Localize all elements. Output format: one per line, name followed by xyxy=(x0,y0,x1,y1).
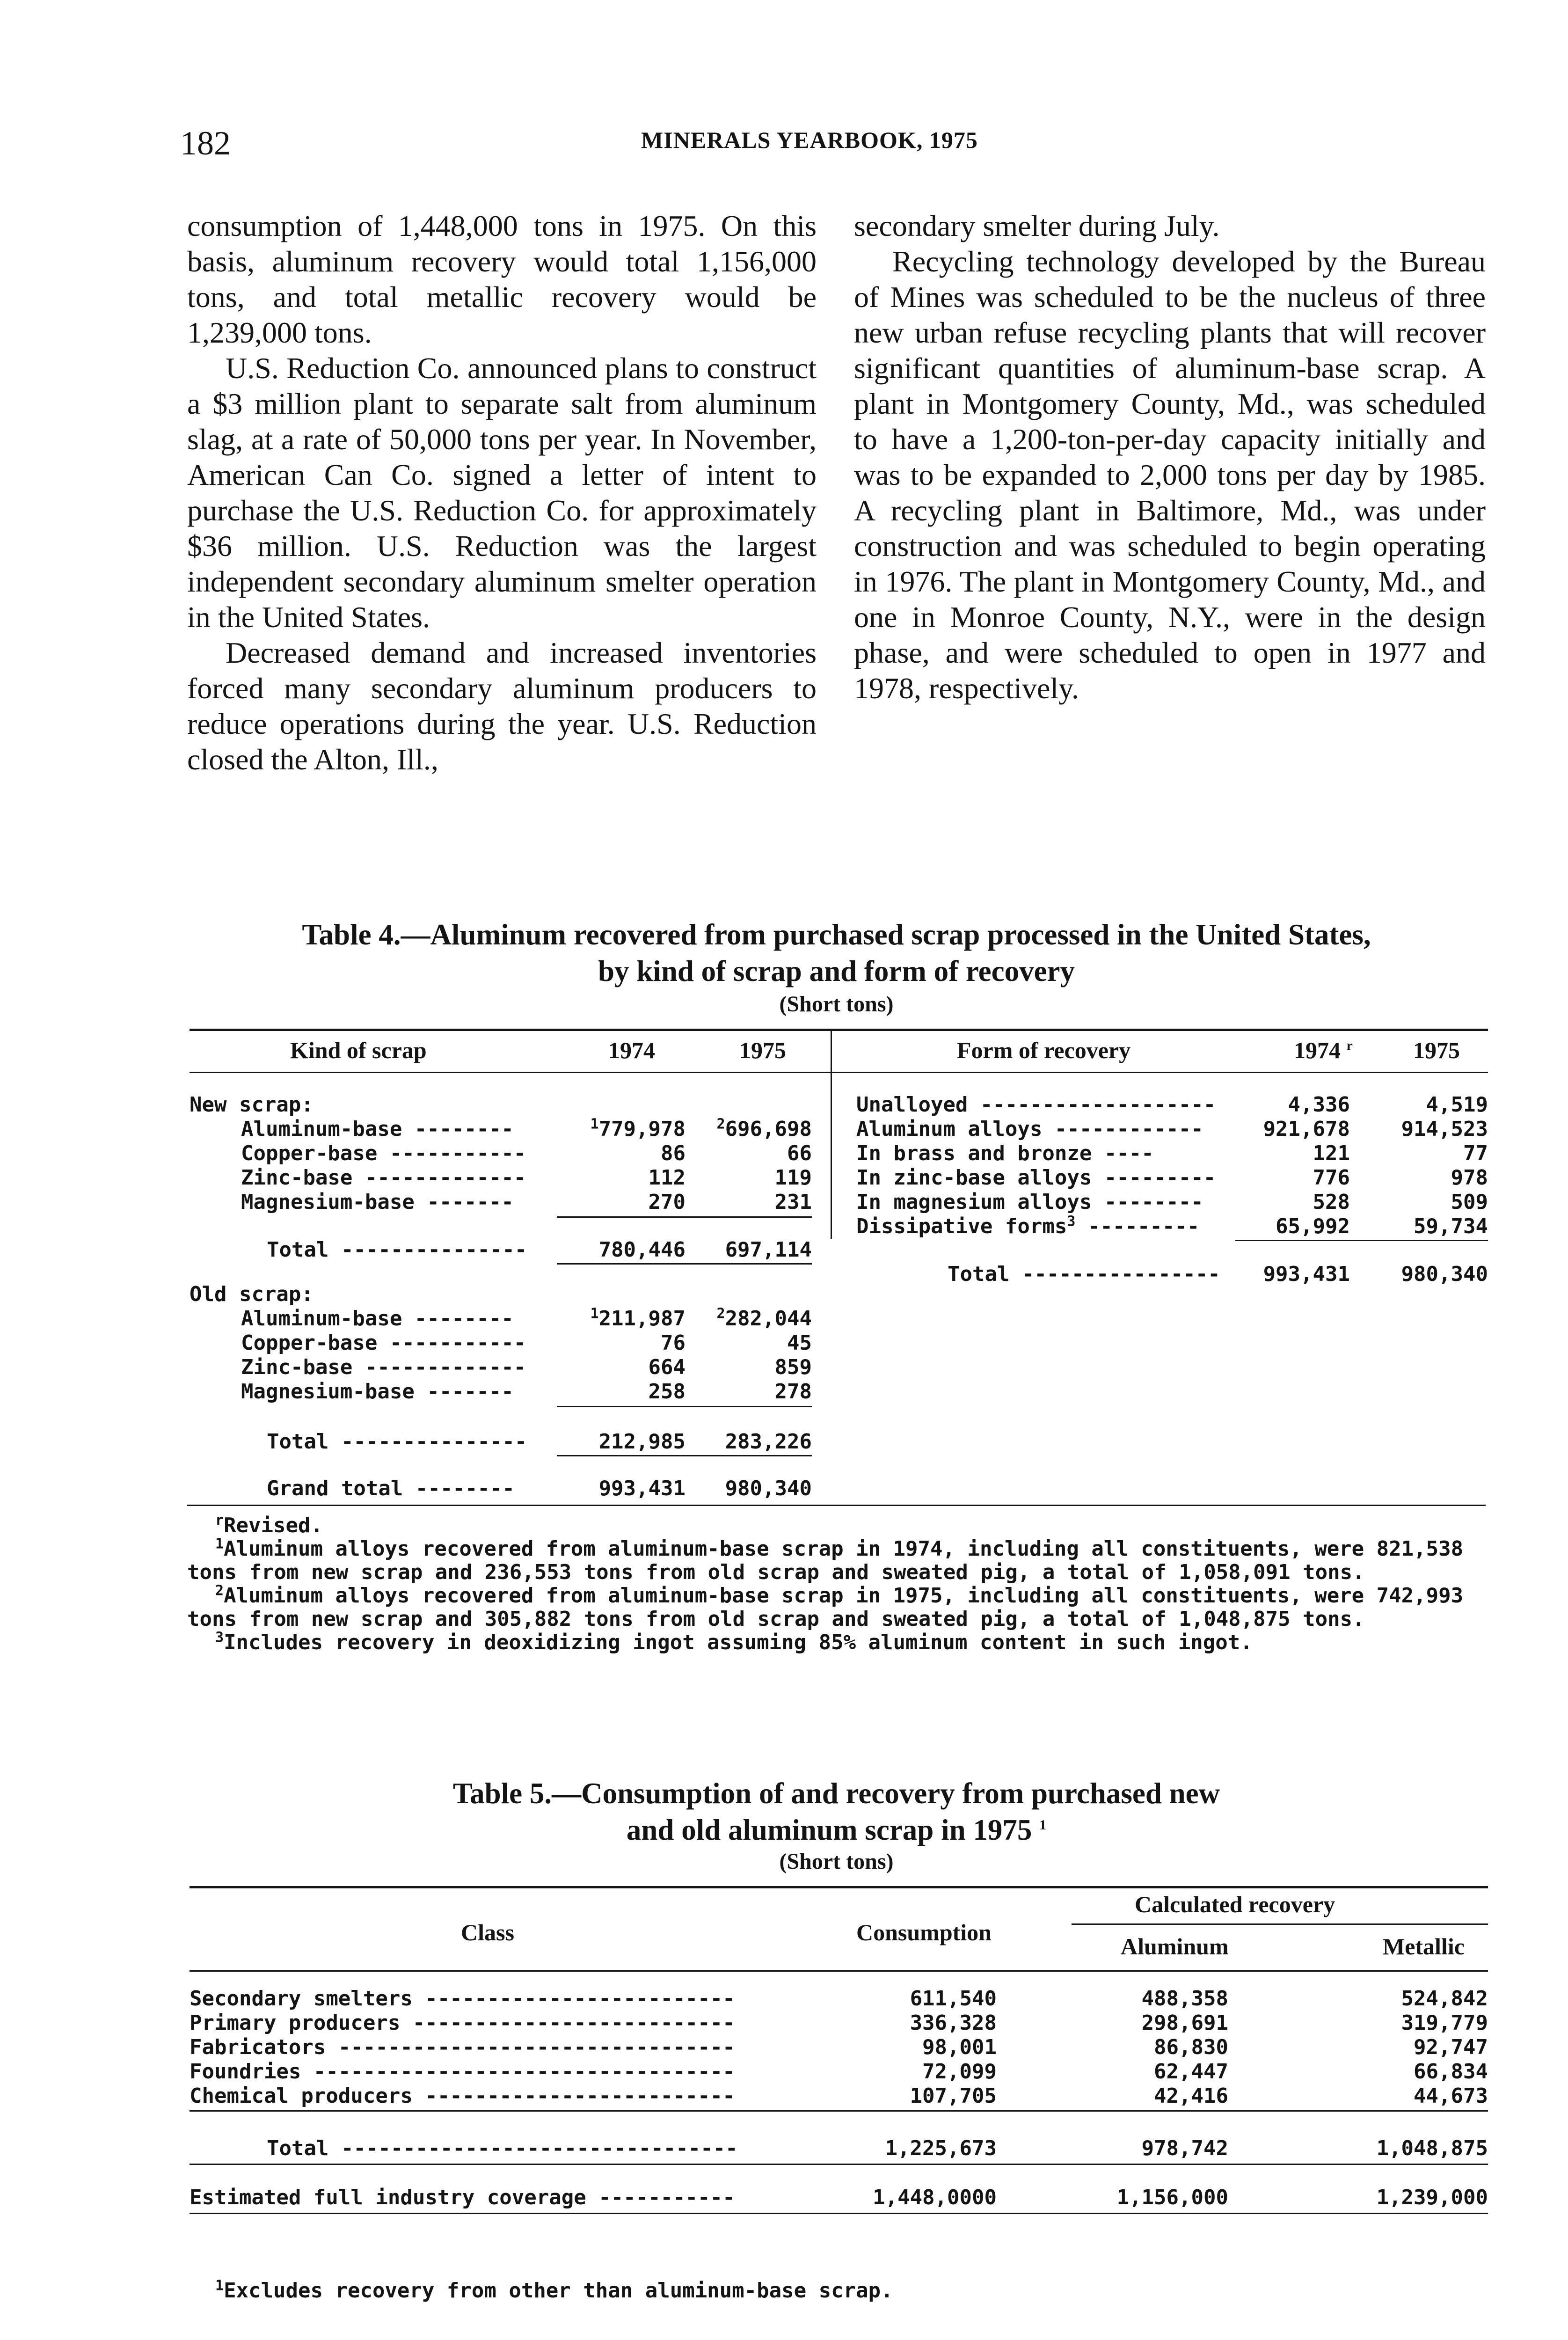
value-1975: 978 xyxy=(1451,1166,1488,1190)
table5-header-aluminum: Aluminum xyxy=(1121,1933,1229,1960)
value-1975: 914,523 xyxy=(1401,1117,1488,1141)
leader-dots: ------------------------- xyxy=(425,2084,735,2108)
leader-dots: ------------------- xyxy=(980,1093,1216,1117)
total-rule xyxy=(190,2164,1488,2165)
value-text: 76 xyxy=(661,1331,686,1355)
metallic-value: 319,779 xyxy=(1401,2011,1488,2035)
row-label xyxy=(190,2084,735,2108)
footnote-text: Includes recovery in deoxidizing ingot assuming 85% aluminum content in such ingot. xyxy=(224,1631,1253,1654)
value-text: 119 xyxy=(774,1166,812,1190)
value-1975 xyxy=(690,1307,812,1331)
value-1975: 509 xyxy=(1451,1190,1488,1214)
metallic-value: 66,834 xyxy=(1414,2060,1488,2084)
footnote-mark: 1 xyxy=(590,1305,599,1322)
value-1974 xyxy=(564,1355,686,1380)
value-1974: 65,992 xyxy=(1276,1214,1350,1238)
leader-dots: ------------- xyxy=(365,1355,526,1379)
footnote-mark: 3 xyxy=(215,1629,224,1646)
row-label-text: Total xyxy=(948,1262,1010,1286)
value-1974 xyxy=(564,1307,686,1331)
consumption-value: 98,001 xyxy=(922,2035,997,2059)
row-label-text: Secondary smelters xyxy=(190,1987,413,2011)
value-1975 xyxy=(690,1331,812,1355)
row-label-text: Copper-base xyxy=(241,1331,378,1355)
footnote xyxy=(187,1631,1486,1654)
value-text: 112 xyxy=(648,1166,686,1190)
row-label-text: In zinc-base alloys xyxy=(856,1166,1092,1190)
row-label xyxy=(267,1238,527,1262)
value-text: 283,226 xyxy=(725,1430,812,1454)
value-1975: 4,519 xyxy=(1426,1093,1488,1117)
footnote-text: Excludes recovery from other than aluminum-base scrap. xyxy=(224,2279,893,2303)
metallic-value: 92,747 xyxy=(1414,2035,1488,2059)
consumption-value: 1,225,673 xyxy=(885,2136,997,2160)
aluminum-value: 42,416 xyxy=(1154,2084,1228,2108)
value-1975 xyxy=(690,1477,812,1501)
value-text: 779,978 xyxy=(598,1117,686,1141)
row-label xyxy=(190,2035,735,2060)
group-label-new-scrap: New scrap: xyxy=(190,1093,314,1117)
row-label xyxy=(241,1166,526,1190)
value-text: 696,698 xyxy=(725,1117,812,1141)
value-1975 xyxy=(690,1238,812,1262)
value-text: 212,985 xyxy=(598,1430,686,1454)
consumption-value: 336,328 xyxy=(910,2011,997,2035)
revised-mark: r xyxy=(1346,1038,1353,1053)
row-label xyxy=(856,1117,1203,1141)
table5-units: (Short tons) xyxy=(779,1849,894,1874)
value-1975 xyxy=(690,1355,812,1380)
leader-dots: ------------ xyxy=(1054,1117,1203,1141)
row-label-text: Magnesium-base xyxy=(241,1190,415,1214)
row-label xyxy=(948,1262,1220,1287)
row-label-text: In magnesium alloys xyxy=(856,1190,1092,1214)
metallic-value: 1,048,875 xyxy=(1376,2136,1488,2160)
subtotal-rule xyxy=(1235,1240,1488,1241)
value-text: 278 xyxy=(774,1380,812,1404)
table4-bottom-rule xyxy=(187,1505,1486,1506)
row-label xyxy=(190,1987,735,2011)
footnote xyxy=(187,2279,1486,2303)
header-year: 1974 xyxy=(1294,1037,1341,1063)
row-label-text: Aluminum alloys xyxy=(856,1117,1043,1141)
table4-top-rule xyxy=(190,1029,1488,1031)
row-label-text: Grand total xyxy=(267,1477,403,1500)
table4-header-form: Form of recovery xyxy=(957,1037,1131,1063)
value-text: 66 xyxy=(787,1141,812,1165)
table4-footnotes xyxy=(187,1514,1486,1654)
title-text: and old aluminum scrap in 1975 xyxy=(626,1814,1032,1846)
footnote-mark: 1 xyxy=(1039,1817,1047,1833)
paragraph: Recycling technology developed by the Bureau of Mines was scheduled to be the nucleus of three new urban refuse recycling plants that will recover significant quantities of aluminum-base scrap. A plant in Montgomery County, Md., was scheduled to have a 1,200-ton-per-day capacity initially and was to be expanded to 2,000 tons per day by 1985. A recycling plant in Baltimore, Md., was under construction and was scheduled to begin operating in 1976. The plant in Montgomery County, Md., and one in Monroe County, N.Y., were in the design phase, and were scheduled to open in 1977 and 1978, respectively. xyxy=(854,245,1486,705)
bottom-rule xyxy=(190,2213,1488,2214)
row-label xyxy=(856,1093,1216,1117)
aluminum-value: 488,358 xyxy=(1141,1987,1228,2011)
value-1974 xyxy=(564,1238,686,1262)
row-label xyxy=(267,1477,515,1501)
group-label-old-scrap: Old scrap: xyxy=(190,1282,314,1306)
footnote xyxy=(187,1537,1486,1584)
table5-header-rule xyxy=(190,1970,1488,1972)
table5-header-metallic: Metallic xyxy=(1383,1933,1465,1960)
footnote xyxy=(187,1584,1486,1631)
row-label xyxy=(241,1331,526,1355)
row-label xyxy=(241,1307,514,1331)
table5-title-line1: Table 5.—Consumption of and recovery from purchased new xyxy=(452,1777,1220,1810)
table4-units: (Short tons) xyxy=(779,992,894,1016)
leader-dots: -------- xyxy=(414,1307,514,1331)
leader-dots: -------------------------------- xyxy=(338,2035,735,2059)
row-label-text: In brass and bronze xyxy=(856,1141,1092,1165)
leader-dots: -------------------------------- xyxy=(341,2136,738,2160)
leader-dots: -------- xyxy=(414,1117,514,1141)
footnote-mark: 2 xyxy=(215,1582,224,1599)
row-label-text: Primary producers xyxy=(190,2011,401,2035)
value-1974: 993,431 xyxy=(1263,1262,1350,1286)
table4-title-line1: Table 4.—Aluminum recovered from purchased scrap processed in the United States, xyxy=(302,918,1371,951)
value-1974 xyxy=(564,1430,686,1454)
paragraph: Decreased demand and increased inventories forced many secondary aluminum producers to reduce operations during the year. U.S. Reduction closed the Alton, Ill., xyxy=(187,636,817,776)
consumption-value: 107,705 xyxy=(910,2084,997,2108)
value-1975 xyxy=(690,1117,812,1141)
value-1974 xyxy=(564,1380,686,1404)
consumption-value: 1,448,0000 xyxy=(873,2186,997,2209)
page-number: 182 xyxy=(180,124,231,162)
paragraph: consumption of 1,448,000 tons in 1975. On this basis, aluminum recovery would total 1,156,000 tons, and total metallic recovery would be 1,239,000 tons. xyxy=(187,209,817,349)
row-label xyxy=(190,2011,735,2035)
value-1974 xyxy=(564,1477,686,1501)
value-1974: 528 xyxy=(1313,1190,1350,1214)
value-1975 xyxy=(690,1380,812,1404)
footnote-mark: 3 xyxy=(1067,1213,1076,1230)
subtotal-rule xyxy=(557,1263,812,1265)
leader-dots: --------------- xyxy=(341,1238,527,1262)
value-1974 xyxy=(564,1331,686,1355)
paragraph: secondary smelter during July. xyxy=(854,209,1220,242)
leader-dots: ---------------------------------- xyxy=(313,2060,735,2084)
table4-header-1974: 1974 xyxy=(608,1037,655,1063)
leader-dots: ----------- xyxy=(389,1331,526,1355)
table5-top-rule xyxy=(190,1886,1488,1888)
leader-dots: ----------- xyxy=(598,2186,735,2209)
metallic-value: 524,842 xyxy=(1401,1987,1488,2011)
table5-title-line2 xyxy=(187,1813,1486,1848)
row-label-text: Aluminum-base xyxy=(241,1117,402,1141)
footnote-text: Aluminum alloys recovered from aluminum-base scrap in 1975, including all constituents, were 742,993 tons from new scrap and 305,882 tons from old scrap and sweated pig, a total of 1,048,875 tons. xyxy=(187,1584,1464,1631)
row-label-text: Total xyxy=(267,1238,329,1262)
table4-header-right-1974 xyxy=(1294,1037,1353,1064)
row-label-text: Foundries xyxy=(190,2060,301,2084)
leader-dots: ---------------- xyxy=(1021,1262,1220,1286)
footnote-mark: 1 xyxy=(215,1536,224,1552)
metallic-value: 1,239,000 xyxy=(1376,2186,1488,2209)
value-1975 xyxy=(690,1141,812,1166)
table5-header-class: Class xyxy=(461,1919,514,1945)
subtotal-rule xyxy=(557,1216,812,1218)
row-label xyxy=(856,1141,1154,1166)
row-label xyxy=(190,2186,735,2210)
value-text: 780,446 xyxy=(598,1238,686,1262)
value-1974 xyxy=(564,1190,686,1214)
value-1974: 776 xyxy=(1313,1166,1350,1190)
row-label xyxy=(267,2136,738,2161)
value-text: 664 xyxy=(648,1355,686,1379)
subtotal-rule xyxy=(557,1455,812,1456)
row-label xyxy=(241,1141,526,1166)
row-label-text: Fabricators xyxy=(190,2035,326,2059)
row-label-text: Estimated full industry coverage xyxy=(190,2186,586,2209)
row-label xyxy=(267,1430,527,1454)
value-1974: 4,336 xyxy=(1288,1093,1350,1117)
aluminum-value: 62,447 xyxy=(1154,2060,1228,2084)
paragraph: U.S. Reduction Co. announced plans to construct a $3 million plant to separate salt from aluminum slag, at a rate of 50,000 tons per year. In November, American Can Co. signed a letter of intent to purchase the U.S. Reduction Co. for approximately $36 million. U.S. Reduction was the largest independent secondary aluminum smelter operation in the United States. xyxy=(187,351,817,634)
row-label-text: Magnesium-base xyxy=(241,1380,415,1404)
leader-dots: --------- xyxy=(1087,1214,1200,1238)
footnote-text: Aluminum alloys recovered from aluminum-base scrap in 1974, including all constituents, were 821,538 tons from new scrap and 236,553 tons from old scrap and sweated pig, a total of 1,058,091 tons. xyxy=(187,1537,1464,1584)
value-1974: 921,678 xyxy=(1263,1117,1350,1141)
value-text: 211,987 xyxy=(598,1307,686,1331)
leader-dots: ------- xyxy=(427,1190,514,1214)
running-title: MINERALS YEARBOOK, 1975 xyxy=(641,127,978,153)
value-text: 258 xyxy=(648,1380,686,1404)
leader-dots: ------------- xyxy=(365,1166,526,1190)
row-label xyxy=(241,1190,514,1214)
table4-header-1975: 1975 xyxy=(739,1037,786,1063)
footnote-mark: r xyxy=(215,1512,224,1529)
table4-header-right-1975: 1975 xyxy=(1413,1037,1460,1063)
table5-header-calculated: Calculated recovery xyxy=(1135,1891,1335,1917)
value-1975 xyxy=(690,1190,812,1214)
value-text: 993,431 xyxy=(598,1477,686,1500)
body-right-column xyxy=(854,208,1486,706)
table5-calc-rule xyxy=(1072,1923,1488,1925)
metallic-value: 44,673 xyxy=(1414,2084,1488,2108)
consumption-value: 72,099 xyxy=(922,2060,997,2084)
body-left-column xyxy=(187,208,817,777)
row-label-text: Zinc-base xyxy=(241,1355,353,1379)
row-label-text: Copper-base xyxy=(241,1141,378,1165)
row-label-text: Dissipative forms xyxy=(856,1214,1067,1238)
consumption-value: 611,540 xyxy=(910,1987,997,2011)
footnote-text: Revised. xyxy=(224,1514,323,1537)
value-1974 xyxy=(564,1117,686,1141)
leader-dots: -------- xyxy=(1104,1190,1203,1214)
leader-dots: ---- xyxy=(1104,1141,1154,1165)
value-1974: 121 xyxy=(1313,1141,1350,1165)
row-label xyxy=(856,1214,1199,1239)
leader-dots: ------- xyxy=(427,1380,514,1404)
value-text: 231 xyxy=(774,1190,812,1214)
footnote-mark: 2 xyxy=(716,1116,725,1133)
row-label-text: Zinc-base xyxy=(241,1166,353,1190)
leader-dots: --------- xyxy=(1104,1166,1216,1190)
value-1975: 77 xyxy=(1463,1141,1488,1165)
table4-header-kind: Kind of scrap xyxy=(290,1037,427,1063)
value-text: 859 xyxy=(774,1355,812,1379)
aluminum-value: 298,691 xyxy=(1141,2011,1228,2035)
value-text: 282,044 xyxy=(725,1307,812,1331)
footnote xyxy=(187,1514,1486,1537)
row-label-text: Chemical producers xyxy=(190,2084,413,2108)
table5-header-consumption: Consumption xyxy=(856,1919,992,1945)
aluminum-value: 86,830 xyxy=(1154,2035,1228,2059)
leader-dots: ----------- xyxy=(389,1141,526,1165)
row-label xyxy=(856,1166,1216,1190)
leader-dots: ------------------------- xyxy=(425,1987,735,2011)
row-label xyxy=(241,1117,514,1141)
table4-title-line2: by kind of scrap and form of recovery xyxy=(598,955,1075,987)
footnote-mark: 1 xyxy=(590,1116,599,1133)
leader-dots: --------------- xyxy=(341,1430,527,1454)
value-1974 xyxy=(564,1141,686,1166)
row-label-text: Unalloyed xyxy=(856,1093,968,1117)
value-1975 xyxy=(690,1166,812,1190)
value-1975 xyxy=(690,1430,812,1454)
leader-dots: -------- xyxy=(415,1477,515,1500)
value-1975: 980,340 xyxy=(1401,1262,1488,1286)
leader-dots: -------------------------- xyxy=(412,2011,735,2035)
value-text: 697,114 xyxy=(725,1238,812,1262)
row-label-text: Total xyxy=(267,2136,329,2160)
aluminum-value: 1,156,000 xyxy=(1116,2186,1228,2209)
value-text: 980,340 xyxy=(725,1477,812,1500)
value-1975: 59,734 xyxy=(1414,1214,1488,1238)
subtotal-rule xyxy=(190,2110,1488,2112)
row-label xyxy=(856,1190,1203,1214)
footnote-mark: 1 xyxy=(215,2277,224,2294)
row-label-text: Total xyxy=(267,1430,329,1454)
column-divider xyxy=(831,1029,832,1239)
subtotal-rule xyxy=(557,1406,812,1407)
table5-footnote xyxy=(187,2279,1486,2303)
aluminum-value: 978,742 xyxy=(1141,2136,1228,2160)
row-label xyxy=(241,1355,526,1380)
table4-header-rule xyxy=(190,1072,1488,1073)
row-label-text: Aluminum-base xyxy=(241,1307,402,1331)
value-text: 86 xyxy=(661,1141,686,1165)
row-label xyxy=(241,1380,514,1404)
value-1974 xyxy=(564,1166,686,1190)
footnote-mark: 2 xyxy=(716,1305,725,1322)
value-text: 270 xyxy=(648,1190,686,1214)
value-text: 45 xyxy=(787,1331,812,1355)
row-label xyxy=(190,2060,735,2084)
